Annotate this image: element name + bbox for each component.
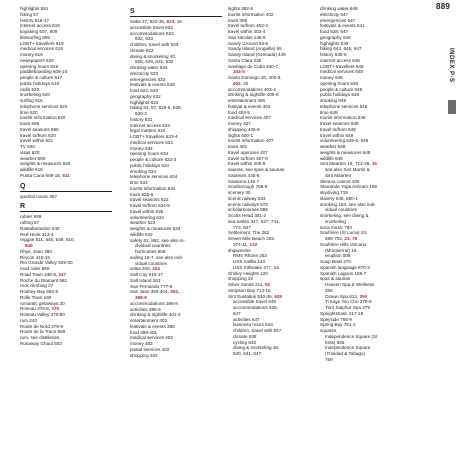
entry-text: drinking & nightlife 401-2 — [130, 312, 181, 318]
entry-text: Seven Mile Beach 263, — [228, 236, 276, 241]
entry-text: hurricanes 858 — [135, 249, 166, 254]
entry-text: wildlife 632 — [130, 231, 153, 237]
entry-text: geography 632 — [130, 93, 161, 99]
entry-text: people & culture 617 — [20, 75, 63, 80]
entry-text: tourist information 649 — [320, 115, 366, 121]
entry-text: medical services 402 — [130, 335, 173, 341]
index-entry — [20, 173, 124, 179]
entry-text: travel agencies 407 — [228, 149, 268, 155]
entry-text: business hours 643 — [233, 322, 273, 328]
entry-text: Ocean Spa 614, — [325, 293, 360, 299]
entry-text: Skeena cannot 305 — [320, 178, 360, 184]
index-entry — [320, 357, 410, 363]
entry-text: Independence Square (St — [325, 333, 378, 339]
entry-text: Sint Eustatius 630-45, — [228, 293, 275, 299]
entry-text: 630-3 — [135, 111, 147, 116]
entry-text: internet access 648 — [320, 57, 360, 63]
entry-text: 773, 847 — [233, 224, 251, 230]
entry-text: (Trinidad & Tobago) — [325, 351, 366, 356]
entry-text: 647 — [233, 310, 241, 316]
entry-text: Road Town 246-9, — [20, 271, 59, 277]
entry-text: time 648 — [320, 109, 338, 115]
entry-text: travel within 621 — [20, 138, 54, 144]
entry-text: Spring Bay 761-2 — [320, 322, 356, 328]
entry-text: food 399-401 — [130, 329, 158, 335]
entry-text: accessible travel 645 — [233, 299, 276, 305]
entry-text: drinking water 648 — [320, 6, 358, 11]
entry-text: quetzal music 357 — [20, 193, 58, 199]
entry-text: 640, 641, 647 — [233, 351, 262, 356]
entry-text: Soufrière Hills Volcano — [320, 241, 367, 247]
entry-text: children, travel with 647 — [233, 328, 282, 333]
entry-text: accommodations 622, — [130, 30, 175, 36]
entry-text: San Juan 392-404, — [130, 289, 171, 295]
entry-text: Red Hook 313-4 — [20, 231, 54, 237]
entry-text: Savanna 146-7 — [228, 178, 260, 184]
map-page-ref: 15 — [371, 161, 377, 167]
entry-text: Santiago de Cuba 340-7, — [228, 63, 280, 69]
entry-text: tours 396 — [228, 17, 248, 23]
entry-text: Sandy Ground 83-5 — [228, 40, 269, 46]
entry-text: safety 62, 862, see also in- — [130, 237, 185, 243]
entry-text: Salt Island 263 — [130, 277, 161, 283]
entry-text: Saba 27, 622-35, — [130, 19, 167, 24]
entry-text: accommodations 638, — [233, 305, 278, 310]
entry-text: weather 590 — [20, 155, 46, 161]
entry-text: weather 638 — [320, 144, 346, 149]
entry-text: Rio Grande Valley 529-30 — [20, 260, 73, 266]
entry-text: people & culture 646 — [320, 86, 363, 92]
entry-text: 759 — [325, 356, 333, 362]
entry-text: Ti Kaye Gio Cho 375-9 — [325, 299, 372, 305]
entry-text: emergencies 647 — [320, 17, 356, 23]
entry-text: (Montserrat) 16 — [325, 247, 357, 253]
entry-text: tourist information 620 — [20, 115, 66, 121]
entry-text: LGBT+ travellers 633-4 — [130, 134, 178, 139]
entry-text: Speyside 768-9 — [320, 316, 352, 322]
entry-text: hiking 644, 645, 647 — [320, 46, 362, 52]
entry-text: USS Antilla 143 — [233, 259, 265, 264]
entry-text: snorkeling — [325, 218, 346, 224]
map-page-ref: 53 — [264, 282, 271, 287]
entry-text: Sauteurs 445-6 — [228, 172, 260, 178]
entry-text: sights 392-5 — [228, 6, 254, 11]
entry-text: scholarsoomes 869 — [228, 207, 268, 213]
entry-text: travel seasons 622 — [130, 197, 169, 203]
entry-text: medical services 407 — [228, 115, 271, 121]
entry-text: rum 243 — [20, 317, 37, 323]
entry-text: shopping 32 — [228, 276, 254, 282]
entry-text: travel seasons 590 — [20, 126, 59, 132]
entry-text: drinking & nightlife 405-6 — [228, 92, 279, 98]
index-entry — [20, 194, 124, 200]
entry-text: Spanish Lagoon 186-7 — [320, 270, 367, 276]
entry-text: Sint Maarten — [325, 172, 352, 178]
entry-text: visas 620 — [20, 149, 40, 155]
entry-text: entertainment 406 — [228, 98, 266, 103]
entry-text: diving & snorkeling 40, — [130, 53, 177, 59]
index-entry — [20, 341, 124, 347]
entry-text: Spanish language 870-3 — [320, 264, 370, 270]
entry-text: festivals & events 628 — [130, 82, 175, 88]
entry-text: travel to/from 620 — [20, 132, 56, 138]
entry-text: rock climbing 27 — [20, 283, 54, 289]
entry-text: 256 — [325, 287, 333, 293]
entry-text: Soup Bowl 270 — [320, 259, 351, 264]
entry-text: public holidays 648 — [320, 92, 360, 98]
entry-text: electricity 633 — [130, 70, 159, 76]
entry-text: medical services 633 — [130, 139, 173, 145]
letter-heading: Q — [20, 183, 112, 192]
entry-text: electricity 647 — [320, 11, 349, 17]
entry-text: scenic railways 673 — [228, 201, 268, 207]
entry-text: highlights 639 — [320, 40, 349, 46]
entry-text: 632, 633 — [135, 36, 153, 42]
entry-text: wildlife 646 — [320, 155, 343, 161]
map-page-ref: 14 — [273, 264, 279, 270]
entry-text: Runaway Ghaut 503 — [20, 340, 62, 346]
entry-text: postal services 402 — [130, 346, 170, 352]
entry-text: tours 596 — [20, 121, 40, 126]
entry-text: festival & events 403 — [228, 103, 271, 109]
entry-text: telephone services 648 — [320, 103, 368, 109]
index-entry — [228, 351, 328, 357]
entry-text: Salt Cay 616-17 — [130, 272, 163, 277]
entry-text: opening hours 648 — [320, 80, 359, 86]
map-page-ref: 250 — [359, 293, 368, 299]
map-page-ref: 611 — [62, 172, 70, 178]
entry-text: history 631 — [130, 116, 153, 122]
entry-text: food 622, 633 — [130, 88, 159, 93]
entry-text: food 404-5 — [228, 109, 250, 115]
entry-text: paddleboarding 609-10 — [20, 69, 68, 75]
entry-text: Silver Sands 211, — [228, 282, 265, 287]
entry-text: volunteering 634 — [130, 214, 164, 220]
entry-text: 274-11, — [233, 241, 250, 247]
entry-text: drinking water 634 — [130, 65, 168, 70]
entry-text: Sint Maarten 19, 712-36, — [320, 161, 372, 167]
entry-text: history 616-17 — [20, 17, 50, 23]
entry-text: telephone services 620 — [20, 103, 68, 109]
entry-text: Tia's Sulphur Spa 379 — [325, 305, 370, 310]
entry-text: tourist information 634 — [130, 185, 176, 191]
entry-text: weights & measures 634 — [130, 226, 181, 231]
entry-text: geography 646 — [320, 34, 351, 40]
entry-text: shipwrecks — [228, 247, 251, 253]
entry-text: Rolle Town 190 — [20, 294, 52, 300]
entry-text: LGBT+ travellers 619 — [20, 40, 64, 46]
entry-text: travel within 409-9 — [228, 161, 266, 167]
entry-text: Heaven Spa & Wellness — [325, 282, 375, 287]
index-side-tab-label: INDEX P-S — [448, 48, 454, 83]
entry-text: Rincón 415-16 — [20, 254, 50, 260]
entry-text: Shirley Heights 120 — [228, 270, 268, 276]
entry-text: travel within 403-4 — [228, 29, 266, 34]
entry-text: Route de Nord 379-9 — [20, 323, 63, 329]
map-page-ref: 639 — [274, 293, 282, 299]
entry-text: tourist information 407 — [228, 138, 274, 144]
entry-text: tours 625-6 — [130, 191, 154, 197]
entry-text: activities 647 — [233, 316, 260, 322]
entry-text: hiking 57 — [20, 11, 39, 17]
entry-text: travel within 635 — [130, 208, 164, 214]
entry-text: money 648 — [320, 75, 343, 80]
entry-text: Roseau Valley 378-80 — [20, 312, 65, 317]
entry-text: sailing 16-7, see also indi- — [130, 254, 184, 260]
entry-text: vidual countries — [325, 207, 357, 213]
entry-text: rabies 869 — [20, 214, 42, 220]
entry-text: eruption 508 — [325, 253, 351, 259]
entry-text: activities 395-6 — [130, 306, 161, 312]
map-page-ref: 324 — [152, 266, 160, 272]
entry-text: public holidays 619 — [20, 80, 60, 86]
letter-heading: R — [20, 203, 112, 212]
entry-text: travel to/from 649 — [320, 126, 356, 132]
entry-text: soca music 794 — [320, 224, 352, 230]
map-page-ref: 23, 76 — [344, 236, 358, 241]
entry-text: weights & measures 620 — [20, 161, 71, 167]
page-number: 889 — [436, 2, 450, 11]
entry-text: Soufrière (St Lucia) 23, — [320, 230, 368, 236]
entry-text: Sandy Island (Grenada) 449 — [228, 52, 286, 57]
entry-text: internet access 619 — [20, 23, 60, 29]
entry-text: TV 620 — [20, 144, 35, 149]
entry-text: shopping 406-9 — [228, 126, 260, 132]
map-page-ref: 344-5 — [233, 69, 245, 75]
entry-text: accommodations 396-8 — [130, 300, 178, 306]
entry-text: Sandy Island (Anguilla) 95 — [228, 46, 282, 52]
entry-text: snorkeling 620 — [20, 92, 50, 98]
entry-text: smoking 163, see also indi- — [320, 201, 376, 207]
entry-text: kayaking 607, 609 — [20, 29, 58, 34]
grey-marker — [448, 100, 456, 114]
entry-text: Rhys, Jean 390 — [20, 248, 52, 254]
entry-text: travel to/from 407-9 — [228, 155, 268, 161]
entry-text: shopping 402 — [130, 352, 158, 358]
entry-text: food 638, 647 — [320, 29, 349, 34]
entry-text: accessible travel 632 — [130, 24, 173, 30]
entry-text: emergencies 633 — [130, 76, 166, 82]
map-page-ref: 394, — [170, 289, 180, 295]
entry-text: medical services 619 — [20, 46, 63, 52]
entry-text: scenic railway 534 — [228, 195, 266, 201]
entry-text: telephone services 634 — [130, 174, 178, 180]
entry-text: saunas, see spas & saunas — [228, 167, 285, 172]
entry-text: San Nicolas 145-6 — [228, 34, 266, 40]
entry-text: surfing 615 — [20, 98, 43, 103]
entry-text: vidual countries — [135, 260, 167, 266]
entry-text: time 620 — [20, 109, 38, 115]
entry-text: Scotts Head 381-2 — [228, 213, 267, 218]
map-page-ref: 132 — [249, 241, 258, 247]
entry-text: Settlement, The 262 — [228, 230, 270, 236]
entry-text: entertainment 402 — [130, 318, 168, 323]
entry-text: festivals & events 396 — [130, 323, 175, 329]
entry-text: skydiving 719 — [320, 190, 348, 195]
entry-text: Rodney Bay 693-5 — [20, 289, 59, 294]
entry-text: scenery 30 — [228, 190, 251, 195]
entry-text: slavery 545, 850-1 — [320, 195, 358, 201]
entry-text: climate 638 — [233, 333, 257, 339]
entry-text: festivals & events 641 — [320, 23, 365, 29]
entry-text: USS Kittiwake 277, — [233, 264, 274, 270]
entry-text: salsa 345, — [130, 266, 153, 272]
entry-text: cycling 643 — [233, 339, 256, 345]
entry-text: sea turtles 447, 637, 741, — [228, 218, 280, 224]
entry-text: reggae 511, 546, 549, 610, — [20, 237, 75, 243]
entry-text: Simpson Bay 714-15 — [228, 287, 271, 293]
index-column-2 — [130, 8, 234, 358]
entry-text: radio 620 — [20, 86, 40, 92]
index-column-3 — [228, 6, 328, 357]
entry-text: RMS Rhone 263 — [233, 253, 267, 259]
entry-text: money 634 — [130, 145, 153, 151]
entry-text: travel to/from 402-3 — [228, 23, 268, 29]
map-page-ref: 398-9 — [135, 295, 147, 300]
entry-text: road rules 866 — [20, 266, 50, 271]
entry-text: Speightstown 217-18 — [320, 310, 364, 316]
map-page-ref: 623 — [166, 19, 175, 24]
entry-text: hiking 33, 57, 625-6, 629, — [130, 105, 182, 111]
entry-text: Kitts) 666 — [325, 339, 345, 345]
entry-text: LGBT+ travellers 648 — [320, 63, 364, 69]
entry-text: newspapers 620 — [20, 57, 54, 63]
entry-text: smoking 634 — [130, 168, 157, 174]
entry-text: tours 401 — [228, 144, 248, 149]
entry-text: history 645-6 — [320, 52, 347, 57]
entry-text: children, travel with 633 — [130, 42, 179, 47]
entry-text-suffix: , 18 — [174, 19, 182, 24]
entry-text: San Fernando 777-8 — [130, 283, 173, 289]
entry-text: money 407 — [228, 121, 251, 126]
entry-text-suffix: , 20 — [240, 80, 249, 86]
entry-text: weather 622 — [130, 220, 156, 226]
index-entry — [130, 353, 234, 359]
entry-text: Roche du Diamant 562 — [20, 277, 67, 283]
entry-text: tourist information 402 — [228, 11, 274, 17]
entry-text: Roseau 376-8, — [20, 306, 52, 312]
entry-text: squares — [320, 328, 337, 333]
index-column-4 — [320, 6, 410, 363]
entry-text: accommodations 403-4 — [228, 86, 276, 92]
map-page-ref: 648 — [25, 243, 33, 248]
entry-text: diving & snorkeling 48, — [233, 345, 280, 351]
entry-text: sights 400-1 — [228, 132, 254, 138]
entry-text: Scarborough 768-9 — [228, 184, 268, 190]
entry-text: wildlife 618 — [20, 167, 43, 172]
entry-text: travel seasons 638 — [320, 121, 359, 126]
entry-text: kitesurfing 596 — [20, 34, 50, 40]
entry-text: romantic getaways 30 — [20, 300, 65, 306]
entry-text: time 634 — [130, 180, 148, 185]
entry-text: rum, see distilleries — [20, 335, 60, 340]
entry-text: Punta Cana 609-15, — [20, 172, 63, 178]
entry-text: 626, 628, 631, 632 — [135, 59, 174, 65]
entry-text: Route de la Trace 569 — [20, 329, 66, 335]
map-page-ref: 402 — [233, 80, 241, 86]
entry-text: people & culture 632-3 — [130, 157, 177, 162]
entry-text: money 619 — [20, 52, 43, 57]
map-page-ref: 247 — [58, 271, 67, 277]
entry-text: Skaranda Yoga Ashram 169 — [320, 184, 377, 190]
map-page-ref: 379 — [51, 306, 60, 312]
entry-text: legal matters 633 — [130, 128, 166, 134]
entry-text: internet access 633 — [130, 122, 170, 128]
entry-text: climate 622 — [130, 47, 154, 53]
entry-text: medical services 648 — [320, 69, 363, 75]
entry-text: money 402 — [130, 341, 153, 346]
entry-text: Santo Domingo 20, 400-9, — [228, 75, 282, 80]
index-column-1 — [20, 6, 124, 347]
entry-text: opening hours 619 — [20, 63, 59, 69]
entry-text: opening hours 634 — [130, 151, 169, 157]
entry-text: public holidays 634 — [130, 162, 170, 168]
entry-text: travel to/from 634-5 — [130, 203, 170, 208]
entry-text: highlights 591 — [20, 6, 49, 11]
entry-text: Rastafarianism 548 — [20, 225, 60, 231]
entry-text: spas & saunas — [320, 276, 351, 282]
entry-text: smoking 648 — [320, 98, 347, 103]
entry-text: dividual countries — [135, 243, 171, 249]
entry-text: see also Sint Martin & — [325, 167, 370, 172]
entry-text: volunteering 645-6, 649 — [320, 138, 369, 144]
entry-text: Santa Clara 335 — [228, 57, 262, 63]
entry-text: weights & measures 648 — [320, 149, 371, 155]
letter-heading: S — [130, 8, 222, 17]
entry-text: snorkeling, see diving & — [320, 213, 369, 218]
entry-text: highlights 623 — [130, 99, 159, 105]
entry-text: rafting 57 — [20, 220, 40, 225]
entry-text: 699-703, — [325, 236, 345, 241]
entry-text: travel within 649 — [320, 132, 354, 138]
entry-text: Independence Square — [325, 345, 371, 351]
